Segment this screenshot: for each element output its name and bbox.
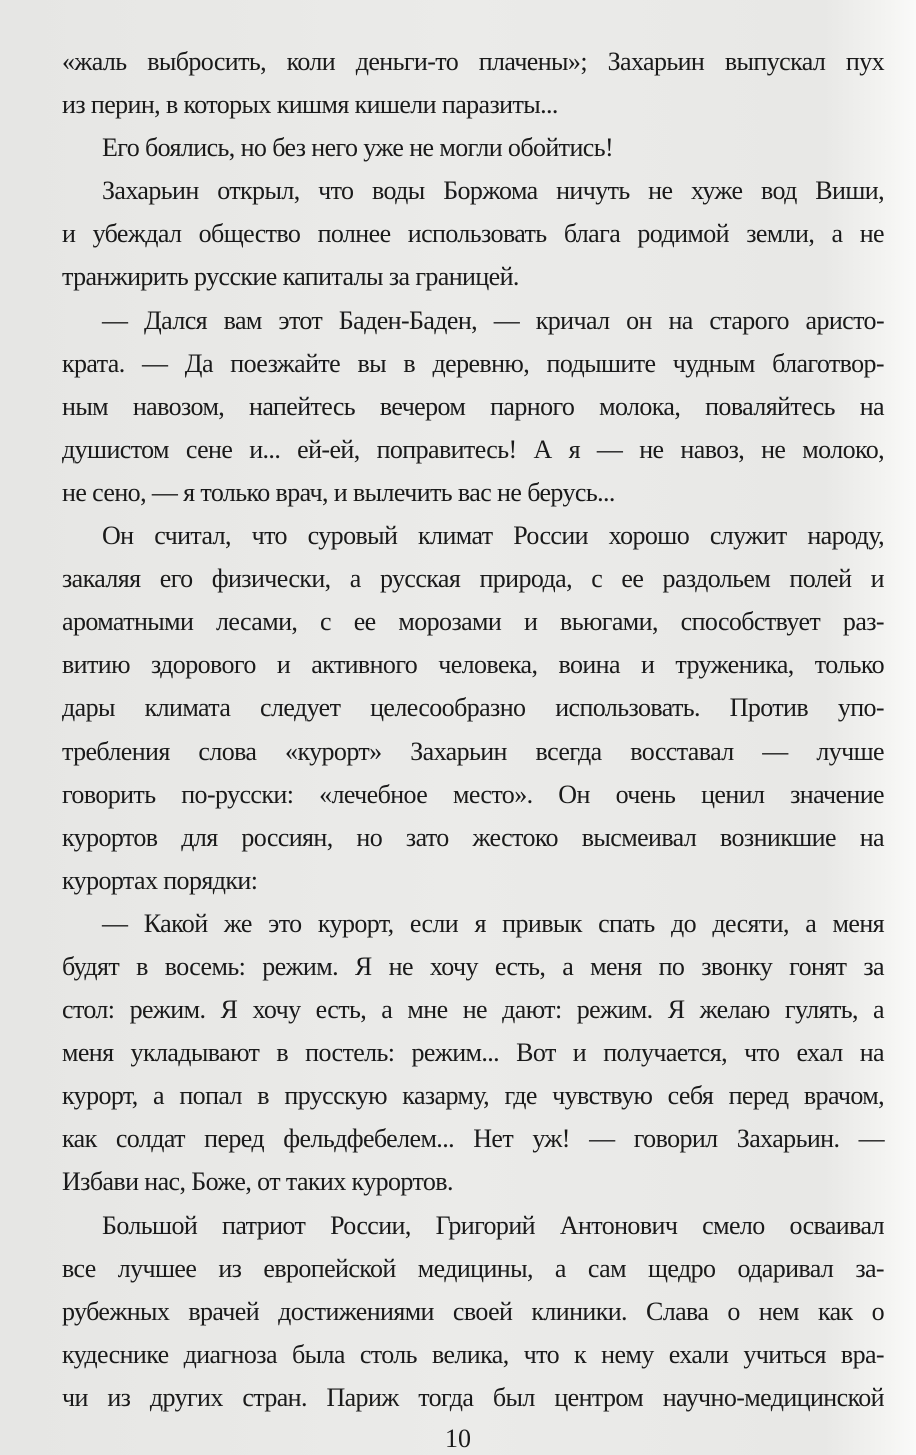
text-line: ароматными лесами, с ее морозами и вьюгами, способствует раз- — [62, 607, 884, 637]
text-line: Большой патриот России, Григорий Антонович смело осваивал — [102, 1210, 884, 1240]
text-line: «жаль выбросить, коли деньги-то плачены»; Захарьин выпускал пух — [62, 47, 884, 76]
text-line: говорить по-русски: «лечебное место». Он очень ценил значение — [62, 779, 884, 809]
text-line: Избави нас, Боже, от таких курортов. — [62, 1167, 453, 1197]
text-line: транжирить русские капиталы за границей. — [62, 262, 519, 292]
text-line: — Какой же это курорт, если я привык спать до десяти, а меня — [102, 908, 884, 938]
text-line: Его боялись, но без него уже не могли обойтись! — [102, 133, 614, 163]
text-line: курорт, а попал в прусскую казарму, где чувствую себя перед врачом, — [62, 1081, 884, 1111]
text-line: дары климата следует целесообразно использовать. Против упо- — [62, 693, 884, 723]
text-line: закаляя его физически, а русская природа, с ее раздольем полей и — [62, 564, 884, 594]
text-line: будят в восемь: режим. Я не хочу есть, а меня по звонку гонят за — [62, 951, 884, 981]
text-line: Он считал, что суровый климат России хорошо служит народу, — [102, 521, 884, 551]
page-body-text — [62, 40, 884, 1419]
text-line: ным навозом, напейтесь вечером парного молока, поваляйтесь на — [62, 391, 884, 421]
text-line: все лучшее из европейской медицины, а сам щедро одаривал за- — [62, 1253, 884, 1283]
text-line: не сено, — я только врач, и вылечить вас не берусь... — [62, 477, 615, 507]
text-line: чи из других стран. Париж тогда был центром научно-медицинской — [62, 1382, 884, 1412]
text-line: рубежных врачей достижениями своей клиники. Слава о нем как о — [62, 1296, 884, 1326]
text-line: требления слова «курорт» Захарьин всегда восставал — лучше — [62, 736, 884, 766]
text-line: Захарьин открыл, что воды Боржома ничуть не хуже вод Виши, — [102, 176, 884, 206]
text-line: меня укладывают в постель: режим... Вот и получается, что ехал на — [62, 1038, 884, 1068]
text-line: витию здорового и активного человека, воина и труженика, только — [62, 650, 884, 680]
text-line: крата. — Да поезжайте вы в деревню, подышите чудным благотвор- — [62, 348, 884, 378]
text-line: душистом сене и... ей-ей, поправитесь! А я — не навоз, не молоко, — [62, 434, 884, 464]
text-line: курортов для россиян, но зато жестоко высмеивал возникшие на — [62, 822, 884, 852]
text-line: — Дался вам этот Баден-Баден, — кричал он на старого аристо- — [102, 305, 884, 335]
text-line: курортах порядки: — [62, 865, 258, 895]
text-line: как солдат перед фельдфебелем... Нет уж! — говорил Захарьин. — — [62, 1124, 884, 1154]
page-number: 10 — [445, 1424, 471, 1453]
text-line: и убеждал общество полнее использовать блага родимой земли, а не — [62, 219, 884, 249]
text-line: из перин, в которых кишмя кишели паразиты... — [62, 90, 558, 120]
text-line: кудеснике диагноза была столь велика, что к нему ехали учиться вра- — [62, 1339, 884, 1369]
text-line: стол: режим. Я хочу есть, а мне не дают: режим. Я желаю гулять, а — [62, 995, 884, 1025]
